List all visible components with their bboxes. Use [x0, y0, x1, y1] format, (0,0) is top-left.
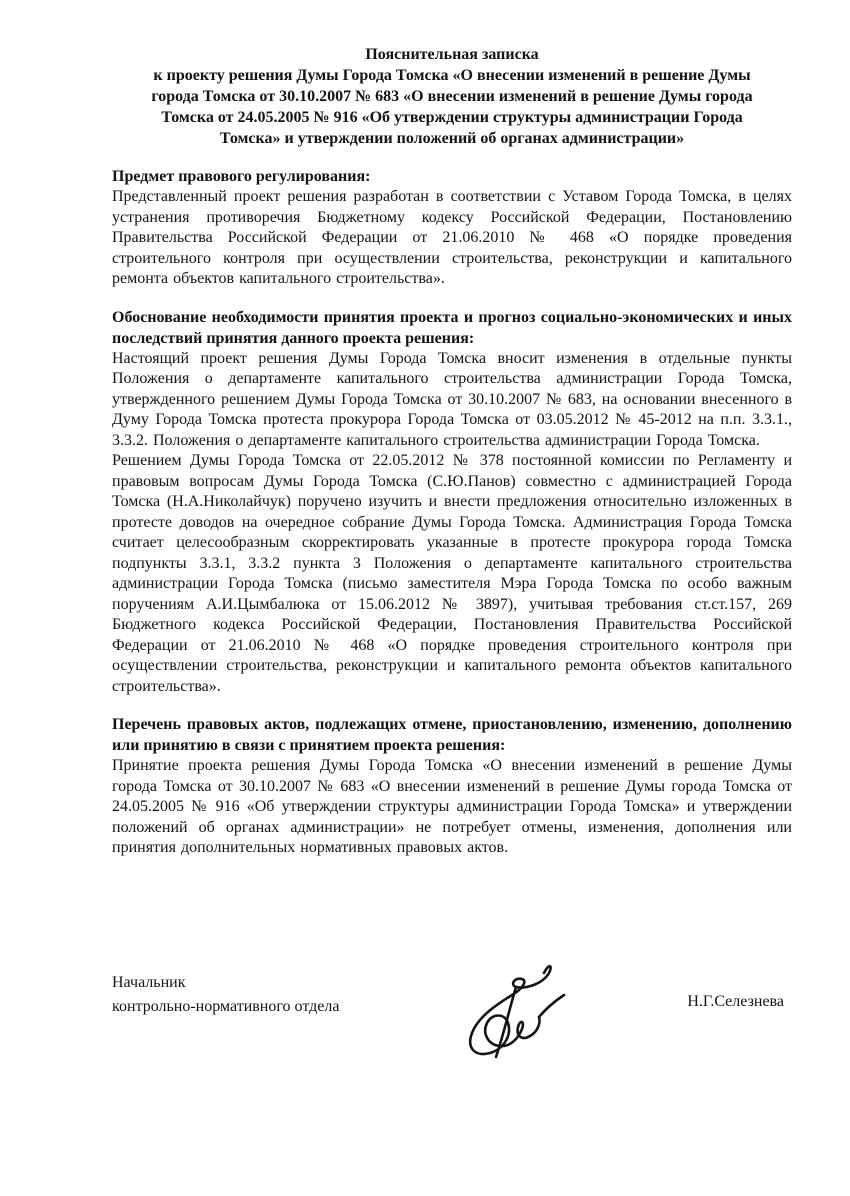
paragraph: Принятие проекта решения Думы Города Томска «О внесении изменений в решение Думы города Томска от 30.10.2007 № 683 «О внесении изменений в решение Думы города Томска от 24.05.2005 № 916 «Об утверждении структуры администрации Города Томска» и утверждении положений об органах администрации» не потребует отмены, изменения, дополнения или принятия дополнительных нормативных правовых актов. — [112, 757, 792, 856]
document-title — [112, 44, 792, 149]
paragraph: Настоящий проект решения Думы Города Томска вносит изменения в отдельные пункты Положения о департаменте капитального строительства администрации Города Томска, утвержденного решением Думы Города Томска от 30.10.2007 № 683, на основании внесенного в Думу Города Томска протеста прокурора Города Томска от 03.05.2012 № 45-2012 на п.п. 3.3.1., 3.3.2. Положения о департаменте капитального строительства администрации Города Томска. — [112, 349, 792, 449]
signatory-position — [112, 971, 339, 1019]
title-line-5: Томска» и утверждении положений об органах администрации» — [219, 130, 685, 147]
section-list-of-legal-acts — [112, 714, 792, 859]
handwritten-signature-icon — [452, 941, 582, 1061]
paragraph: Представленный проект решения разработан в соответствии с Уставом Города Томска, в целях устранения противоречия Бюджетному кодексу Российской Федерации, Постановлению Правительства Российской Федерации от 21.06.2010 № 468 «О порядке проведения строительного контроля при осуществлении строительства, реконструкции и капитального ремонта объектов капитального строительства». — [112, 188, 792, 287]
section-heading: Перечень правовых актов, подлежащих отмене, приостановлению, изменению, дополнению или принятию в связи с принятием проекта решения: — [112, 716, 792, 754]
title-line-3: города Томска от 30.10.2007 № 683 «О внесении изменений в решение Думы города — [151, 88, 753, 105]
section-subject-of-regulation — [112, 166, 792, 290]
paragraph: Решением Думы Города Томска от 22.05.2012 № 378 постоянной комиссии по Регламенту и правовым вопросам Думы Города Томска (С.Ю.Панов) совместно с администрацией Города Томска (Н.А.Николайчук) поручено изучить и внести предложения относительно изложенных в протесте доводов на очередное собрание Думы Города Томска. Администрация Города Томска считает целесообразным скорректировать указанные в протесте прокурора города Томска подпункты 3.3.1, 3.3.2 пункта 3 Положения о департаменте капитального строительства администрации Города Томска (письмо заместителя Мэра Города Томска по особо важным поручениям А.И.Цымбалюка от 15.06.2012 № 3897), учитывая требования ст.ст.157, 269 Бюджетного кодекса Российской Федерации, Постановления Правительства Российской Федерации от 21.06.2010 № 468 «О порядке проведения строительного контроля при осуществлении строительства, реконструкции и капитального ремонта объектов капитального строительства». — [112, 452, 792, 695]
signature-block — [112, 971, 792, 1019]
signatory-name: Н.Г.Селезнева — [687, 992, 784, 1010]
title-line-4: Томска от 24.05.2005 № 916 «Об утверждении структуры администрации Города — [161, 109, 743, 126]
title-line-1: Пояснительная записка — [365, 46, 539, 63]
signatory-position-line-2: контрольно-нормативного отдела — [112, 997, 340, 1015]
section-heading: Предмет правового регулирования: — [112, 168, 371, 185]
section-justification — [112, 307, 792, 698]
signatory-position-line-1: Начальник — [112, 973, 186, 991]
title-line-2: к проекту решения Думы Города Томска «О внесении изменений в решение Думы — [153, 67, 751, 84]
section-heading: Обоснование необходимости принятия проекта и прогноз социально-экономических и иных последствий принятия данного проекта решения: — [112, 308, 792, 347]
